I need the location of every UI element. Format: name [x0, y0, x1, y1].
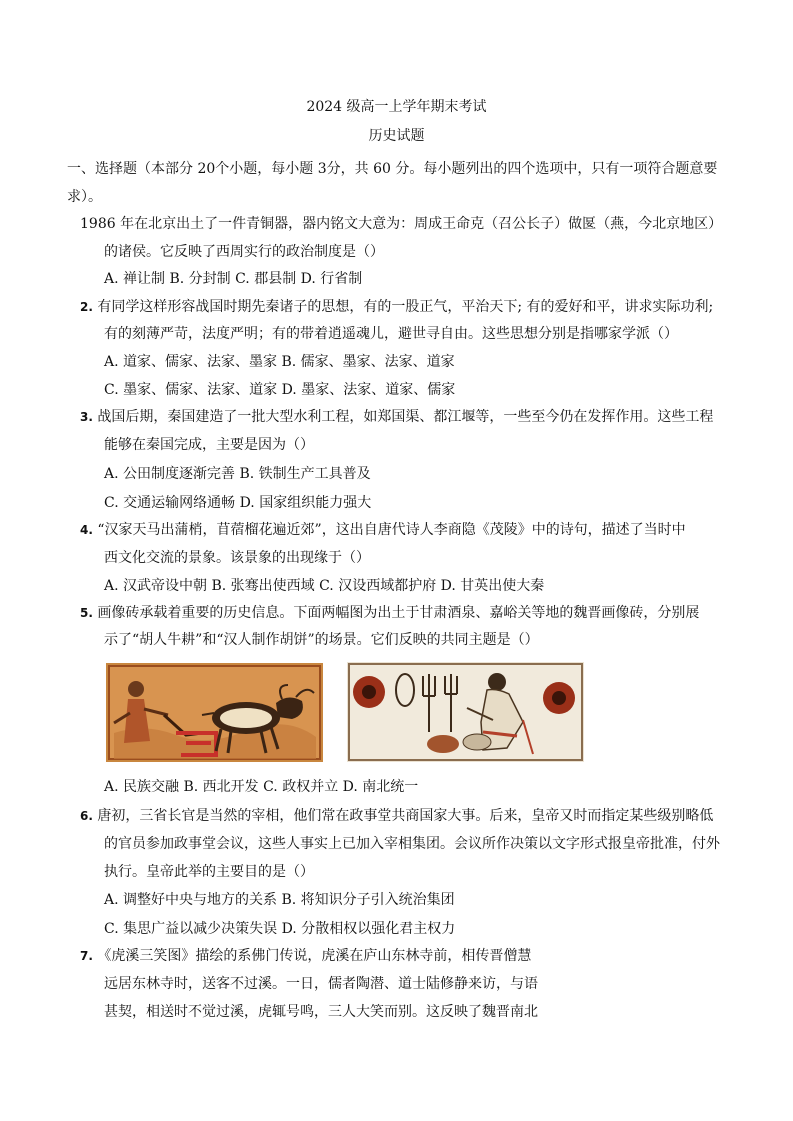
question-2-number: 2.	[80, 300, 93, 314]
question-5	[80, 604, 699, 622]
question-2-stem-line1: 有同学这样形容战国时期先秦诸子的思想，有的一股正气，平治天下; 有的爱好和平，讲求实际功利;	[97, 299, 714, 315]
question-3-options-line1: A. 公田制度逐渐完善 B. 铁制生产工具普及	[104, 466, 371, 482]
question-7-stem-line3: 甚契，相送时不觉过溪，虎辄号鸣，三人大笑而别。这反映了魏晋南北	[104, 1004, 538, 1020]
question-5-stem-line1: 画像砖承载着重要的历史信息。下面两幅图为出土于甘肃酒泉、嘉峪关等地的魏晋画像砖，分别展	[97, 605, 700, 621]
brick-painting-ox-plowing	[106, 663, 323, 762]
question-1-options: A. 禅让制 B. 分封制 C. 郡县制 D. 行省制	[104, 271, 363, 287]
exam-title: 2024 级高一上学年期末考试	[306, 99, 487, 115]
question-7-number: 7.	[80, 949, 93, 963]
question-6	[80, 807, 713, 825]
question-6-options-line1: A. 调整好中央与地方的关系 B. 将知识分子引入统治集团	[104, 892, 455, 908]
exam-subject: 历史试题	[368, 128, 425, 144]
question-4	[80, 521, 686, 539]
question-2-options-line2: C. 墨家、儒家、法家、道家 D. 墨家、法家、道家、儒家	[104, 382, 456, 398]
question-4-stem-line1: “汉家天马出蒲梢，苜蓿榴花遍近郊”，这出自唐代诗人李商隐《茂陵》中的诗句，描述了当时中	[97, 522, 686, 538]
question-4-options: A. 汉武帝设中朝 B. 张骞出使西域 C. 汉设西域都护府 D. 甘英出使大秦	[104, 578, 545, 594]
question-5-options: A. 民族交融 B. 西北开发 C. 政权并立 D. 南北统一	[104, 779, 419, 795]
question-7-stem-line2: 远居东林寺时，送客不过溪。一日，儒者陶潜、道士陆修静来访，与语	[104, 976, 538, 992]
question-3-stem-line2: 能够在秦国完成，主要是因为（）	[104, 437, 314, 453]
question-3-stem-line1: 战国后期，秦国建造了一批大型水利工程，如郑国渠、都江堰等，一些至今仍在发挥作用。这些工程	[97, 409, 714, 425]
question-7-stem-line1: 《虎溪三笑图》描绘的系佛门传说，虎溪在庐山东林寺前，相传晋僧慧	[97, 948, 532, 964]
brick-painting-making-hubing	[347, 662, 584, 762]
question-3	[80, 408, 713, 426]
question-5-stem-line2: 示了“胡人牛耕”和“汉人制作胡饼”的场景。它们反映的共同主题是（）	[104, 632, 539, 648]
question-2	[80, 298, 713, 316]
section-instructions-line1: 一、选择题（本部分 20个小题，每小题 3分，共 60 分。每小题列出的四个选项中，只有一项符合题意要	[67, 161, 718, 177]
question-6-stem-line3: 执行。皇帝此举的主要目的是（）	[104, 864, 314, 880]
question-6-number: 6.	[80, 809, 93, 823]
question-3-options-line2: C. 交通运输网络通畅 D. 国家组织能力强大	[104, 495, 372, 511]
question-6-stem-line1: 唐初，三省长官是当然的宰相，他们常在政事堂共商国家大事。后来，皇帝又时而指定某些级别略低	[97, 808, 714, 824]
question-4-stem-line2: 西文化交流的景象。该景象的出现缘于（）	[104, 550, 370, 566]
question-1-stem-line2: 的诸侯。它反映了西周实行的政治制度是（）	[104, 244, 384, 260]
question-4-number: 4.	[80, 523, 93, 537]
question-2-options-line1: A. 道家、儒家、法家、墨家 B. 儒家、墨家、法家、道家	[104, 354, 455, 370]
question-1-stem-line1: 1986 年在北京出土了一件青铜器，器内铭文大意为：周成王命克（召公长子）做匽（燕，今北京地区）	[80, 216, 723, 232]
section-instructions-line2: 求）。	[67, 189, 102, 205]
question-5-number: 5.	[80, 606, 93, 620]
question-2-stem-line2: 有的刻薄严苛，法度严明；有的带着逍遥魂儿，避世寻自由。这些思想分别是指哪家学派（）	[104, 326, 678, 342]
question-3-number: 3.	[80, 410, 93, 424]
question-7	[80, 947, 531, 965]
question-6-options-line2: C. 集思广益以减少决策失误 D. 分散相权以强化君主权力	[104, 921, 456, 937]
question-6-stem-line2: 的官员参加政事堂会议，这些人事实上已加入宰相集团。会议所作决策以文字形式报皇帝批准，付外	[104, 836, 720, 852]
